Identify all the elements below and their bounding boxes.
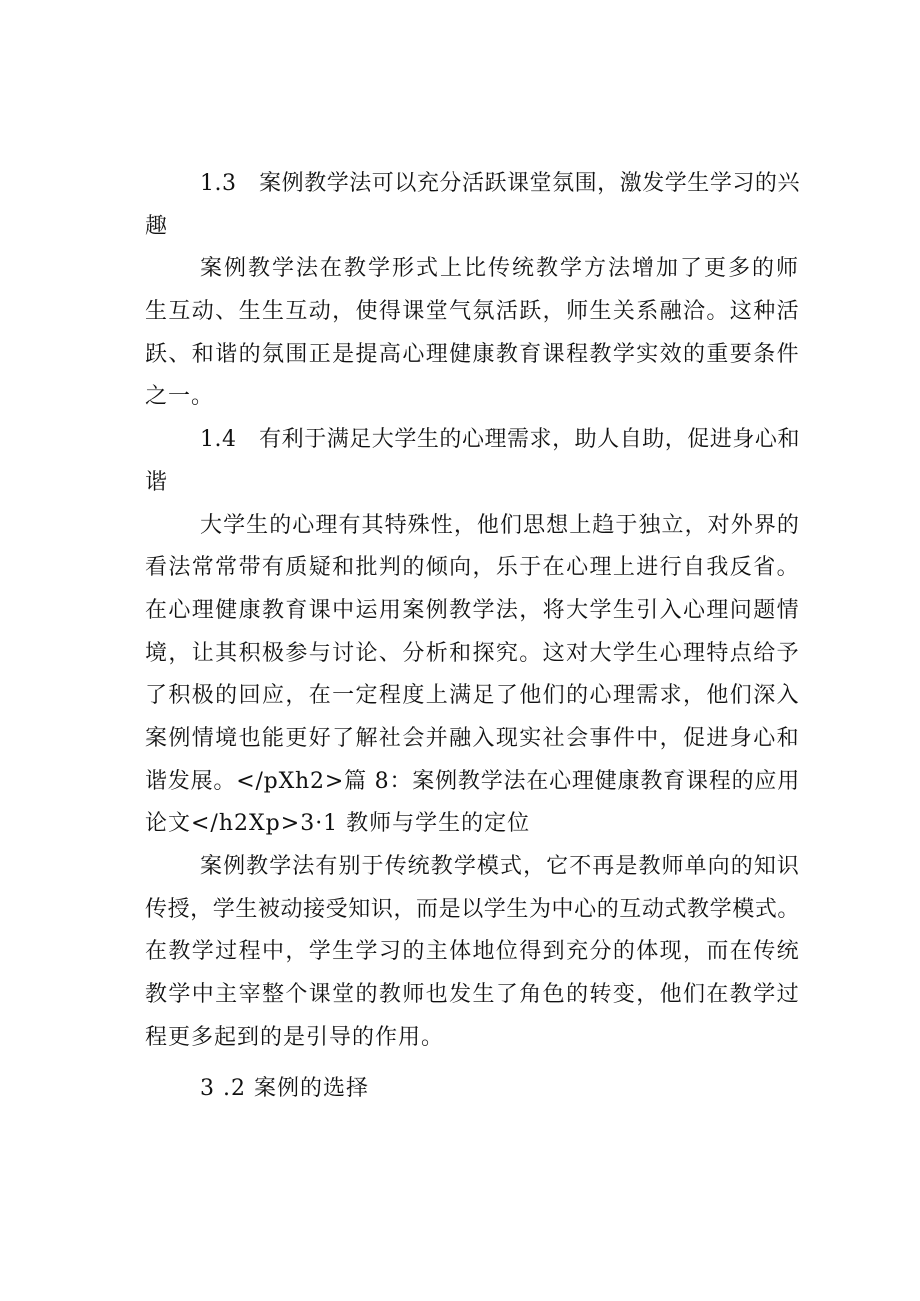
paragraph-line: 传授，学生被动接受知识，而是以学生为中心的互动式教学模式。 xyxy=(145,896,800,922)
paragraph-line: 案例教学法有别于传统教学模式，它不再是教师单向的知识 xyxy=(200,854,800,879)
paragraph-line: 在心理健康教育课中运用案例教学法，将大学生引入心理问题情 xyxy=(145,597,800,623)
paragraph-line: 教学中主宰整个课堂的教师也发生了角色的转变，他们在教学过 xyxy=(145,982,800,1008)
section-heading-1-3: 1.3 案例教学法可以充分活跃课堂氛围，激发学生学习的兴 xyxy=(200,171,800,196)
paragraph-line: 大学生的心理有其特殊性，他们思想上趋于独立，对外界的 xyxy=(200,512,800,538)
paragraph-line: 案例教学法在教学形式上比传统教学方法增加了更多的师 xyxy=(200,256,800,282)
section-heading-1-4: 1.4 有利于满足大学生的心理需求，助人自助，促进身心和 xyxy=(200,427,800,453)
paragraph-line: 在教学过程中，学生学习的主体地位得到充分的体现，而在传统 xyxy=(145,939,800,965)
paragraph-line: 案例情境也能更好了解社会并融入现实社会事件中，促进身心和 xyxy=(145,725,800,751)
paragraph-line: 论文</h2Xp>3·1 教师与学生的定位 xyxy=(145,811,531,837)
paragraph-line: 之一。 xyxy=(145,384,215,410)
paragraph-line: 跃、和谐的氛围正是提高心理健康教育课程教学实效的重要条件 xyxy=(145,341,800,367)
paragraph-line: 谐发展。</pXh2>篇 8：案例教学法在心理健康教育课程的应用 xyxy=(145,768,800,794)
paragraph-line: 了积极的回应，在一定程度上满足了他们的心理需求，他们深入 xyxy=(145,683,800,709)
text-line: 谐 xyxy=(145,469,169,495)
document-page xyxy=(145,163,845,1111)
section-heading-3-2: 3 .2 案例的选择 xyxy=(200,1076,369,1102)
paragraph-line: 境，让其积极参与讨论、分析和探究。这对大学生心理特点给予 xyxy=(145,640,800,666)
paragraph-line: 生互动、生生互动，使得课堂气氛活跃，师生关系融洽。这种活 xyxy=(145,299,800,325)
paragraph-line: 看法常常带有质疑和批判的倾向，乐于在心理上进行自我反省。 xyxy=(145,555,800,581)
paragraph-line: 程更多起到的是引导的作用。 xyxy=(145,1024,445,1050)
text-line: 趣 xyxy=(145,213,169,239)
